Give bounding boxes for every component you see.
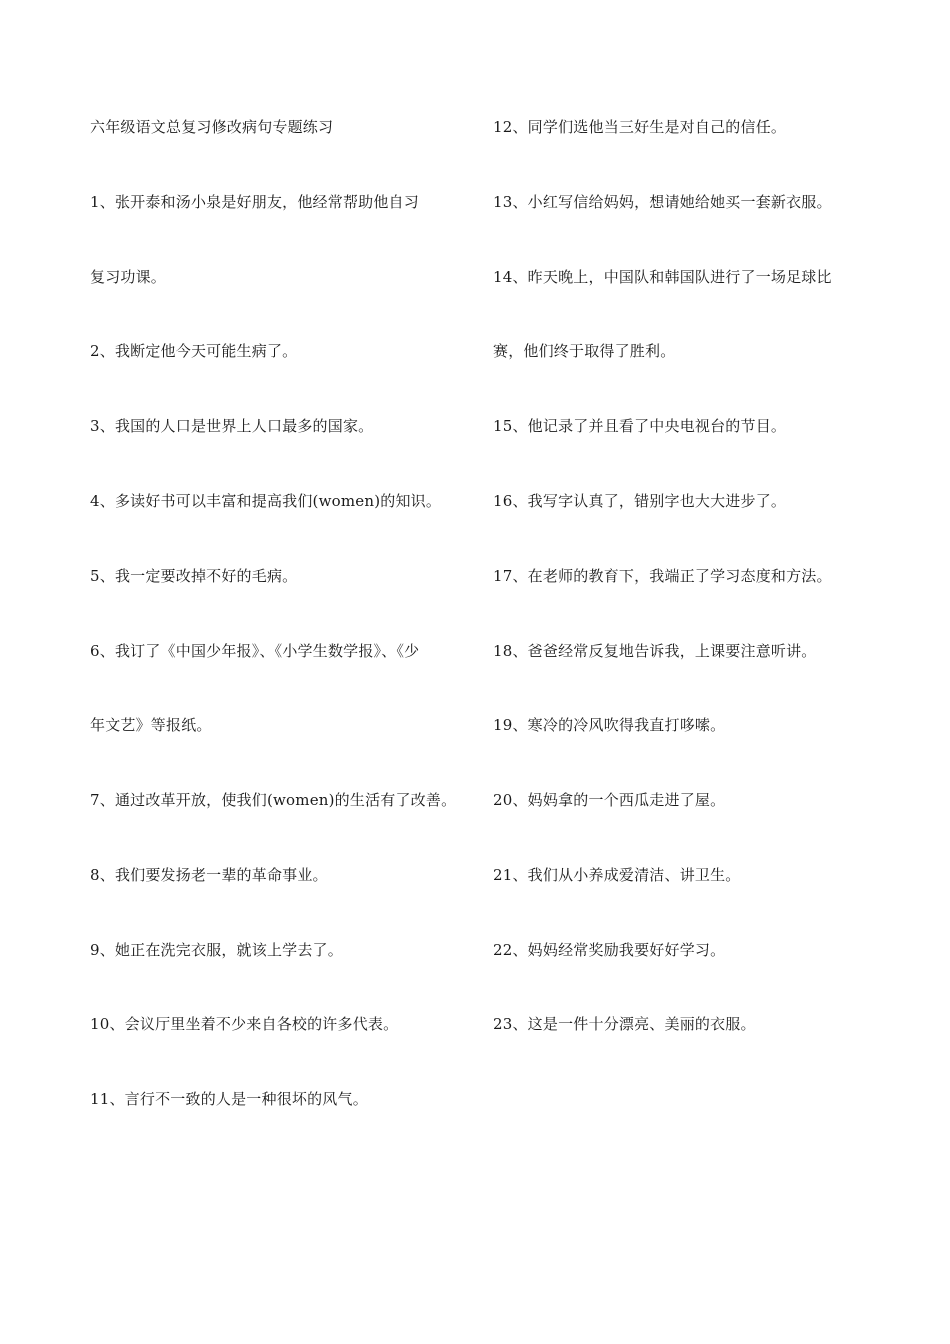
question-18: 18、爸爸经常反复地告诉我，上课要注意听讲。 (493, 642, 817, 660)
question-2: 2、我断定他今天可能生病了。 (90, 342, 298, 360)
question-12: 12、同学们选他当三好生是对自己的信任。 (493, 118, 787, 136)
question-16: 16、我写字认真了，错别字也大大进步了。 (493, 492, 787, 510)
question-15: 15、他记录了并且看了中央电视台的节目。 (493, 417, 787, 435)
question-1-line-2: 复习功课。 (90, 268, 167, 286)
question-23: 23、这是一件十分漂亮、美丽的衣服。 (493, 1015, 756, 1033)
question-3: 3、我国的人口是世界上人口最多的国家。 (90, 417, 374, 435)
question-6-line-1: 6、我订了《中国少年报》、《小学生数学报》、《少 (90, 642, 420, 660)
question-14-line-2: 赛，他们终于取得了胜利。 (493, 342, 676, 360)
document-title: 六年级语文总复习修改病句专题练习 (90, 118, 334, 136)
question-20: 20、妈妈拿的一个西瓜走进了屋。 (493, 791, 726, 809)
question-17: 17、在老师的教育下，我端正了学习态度和方法。 (493, 567, 832, 585)
question-9: 9、她正在洗完衣服，就该上学去了。 (90, 941, 343, 959)
question-11: 11、言行不一致的人是一种很坏的风气。 (90, 1090, 368, 1108)
question-5: 5、我一定要改掉不好的毛病。 (90, 567, 298, 585)
question-13: 13、小红写信给妈妈，想请她给她买一套新衣服。 (493, 193, 832, 211)
question-14-line-1: 14、昨天晚上，中国队和韩国队进行了一场足球比 (493, 268, 832, 286)
question-8: 8、我们要发扬老一辈的革命事业。 (90, 866, 328, 884)
question-19: 19、寒冷的冷风吹得我直打哆嗦。 (493, 716, 726, 734)
question-10: 10、会议厅里坐着不少来自各校的许多代表。 (90, 1015, 399, 1033)
question-7: 7、通过改革开放，使我们(women)的生活有了改善。 (90, 791, 457, 809)
question-4: 4、多读好书可以丰富和提高我们(women)的知识。 (90, 492, 442, 510)
question-22: 22、妈妈经常奖励我要好好学习。 (493, 941, 726, 959)
question-1-line-1: 1、张开泰和汤小泉是好朋友，他经常帮助他自习 (90, 193, 419, 211)
question-21: 21、我们从小养成爱清洁、讲卫生。 (493, 866, 741, 884)
question-6-line-2: 年文艺》等报纸。 (90, 716, 212, 734)
